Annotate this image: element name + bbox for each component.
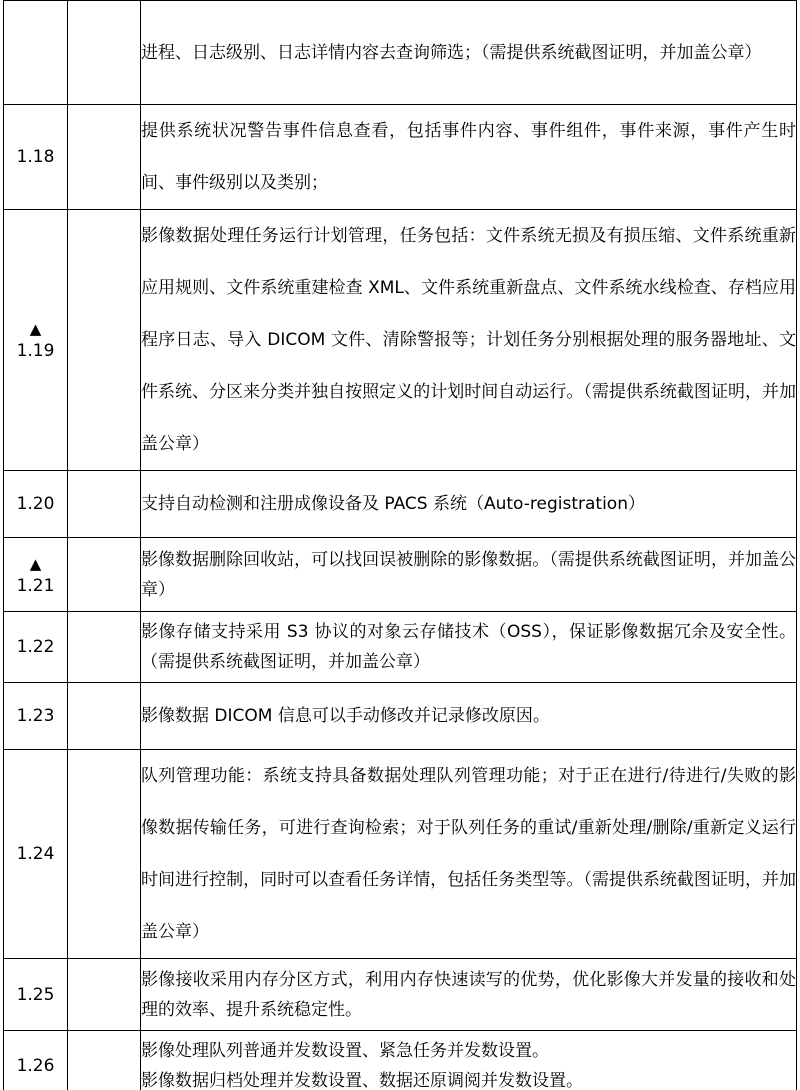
item-number-cell (4, 1031, 68, 1090)
item-number-cell (4, 538, 68, 612)
triangle-marker-icon: ▲ (29, 554, 42, 573)
item-number: 1.19 (16, 341, 55, 361)
description-cell (141, 1031, 797, 1090)
item-number-cell (4, 959, 68, 1031)
item-number: 1.25 (16, 984, 55, 1005)
item-number-cell (4, 683, 68, 750)
table-row (4, 612, 797, 683)
category-cell (68, 750, 141, 959)
description-line: 影像处理队列普通并发数设置、紧急任务并发数设置。 (141, 1041, 549, 1061)
table-row (4, 210, 797, 471)
description-text: 影像接收采用内存分区方式，利用内存快速读写的优势，优化影像大并发量的接收和处理的效率、提升系统稳定性。 (141, 969, 796, 1020)
description-cell (141, 1, 797, 105)
category-cell (68, 1, 141, 105)
requirements-table (3, 0, 797, 1090)
category-cell (68, 538, 141, 612)
item-number: 1.21 (16, 575, 55, 596)
table-row (4, 1031, 797, 1090)
description-cell (141, 683, 797, 750)
category-cell (68, 683, 141, 750)
item-number: 1.22 (16, 637, 55, 657)
table-row (4, 471, 797, 538)
table-row (4, 959, 797, 1031)
description-cell (141, 612, 797, 683)
description-text: 影像数据 DICOM 信息可以手动修改并记录修改原因。 (141, 706, 550, 726)
description-cell (141, 750, 797, 959)
description-text: 支持自动检测和注册成像设备及 PACS 系统（Auto-registration） (141, 494, 645, 514)
table-row (4, 750, 797, 959)
item-number: 1.20 (16, 494, 55, 514)
category-cell (68, 105, 141, 210)
item-number-cell (4, 1, 68, 105)
item-number-cell (4, 750, 68, 959)
description-cell (141, 471, 797, 538)
description-text: 进程、日志级别、日志详情内容去查询筛选；（需提供系统截图证明，并加盖公章） (141, 42, 762, 63)
item-number: 1.24 (16, 844, 55, 864)
description-line: 影像数据归档处理并发数设置、数据还原调阅并发数设置。 (141, 1071, 583, 1090)
item-number: 1.23 (16, 706, 55, 726)
item-number-cell (4, 210, 68, 471)
description-text: 影像数据删除回收站，可以找回误被删除的影像数据。（需提供系统截图证明，并加盖公章） (141, 549, 796, 600)
table-row (4, 1, 797, 105)
description-text: 队列管理功能：系统支持具备数据处理队列管理功能；对于正在进行/待进行/失败的影像数据传输任务，可进行查询检索；对于队列任务的重试/重新处理/删除/重新定义运行时间进行控制，同时可以查看任务详情，包括任务类型等。（需提供系统截图证明，并加盖公章） (141, 766, 796, 942)
description-text: 影像存储支持采用 S3 协议的对象云存储技术（OSS），保证影像数据冗余及安全性。（需提供系统截图证明，并加盖公章） (141, 622, 796, 672)
triangle-marker-icon: ▲ (29, 320, 42, 338)
description-cell (141, 959, 797, 1031)
table-row (4, 105, 797, 210)
category-cell (68, 959, 141, 1031)
category-cell (68, 1031, 141, 1090)
item-number: 1.18 (16, 147, 55, 167)
item-number-cell (4, 105, 68, 210)
description-cell (141, 538, 797, 612)
category-cell (68, 210, 141, 471)
category-cell (68, 471, 141, 538)
description-cell (141, 105, 797, 210)
table-row (4, 683, 797, 750)
category-cell (68, 612, 141, 683)
item-number-cell (4, 612, 68, 683)
description-cell (141, 210, 797, 471)
table-row (4, 538, 797, 612)
description-text: 影像数据处理任务运行计划管理，任务包括：文件系统无损及有损压缩、文件系统重新应用规则、文件系统重建检查 XML、文件系统重新盘点、文件系统水线检查、存档应用程序日志、导入 DICOM 文件、清除警报等；计划任务分别根据处理的服务器地址、文件系统、分区来分类并独自按照定义的计划时间自动运行。（需提供系统截图证明，并加盖公章） (141, 226, 796, 454)
description-text: 提供系统状况警告事件信息查看，包括事件内容、事件组件，事件来源，事件产生时间、事件级别以及类别； (141, 121, 796, 193)
item-number-cell (4, 471, 68, 538)
item-number: 1.26 (16, 1056, 55, 1076)
